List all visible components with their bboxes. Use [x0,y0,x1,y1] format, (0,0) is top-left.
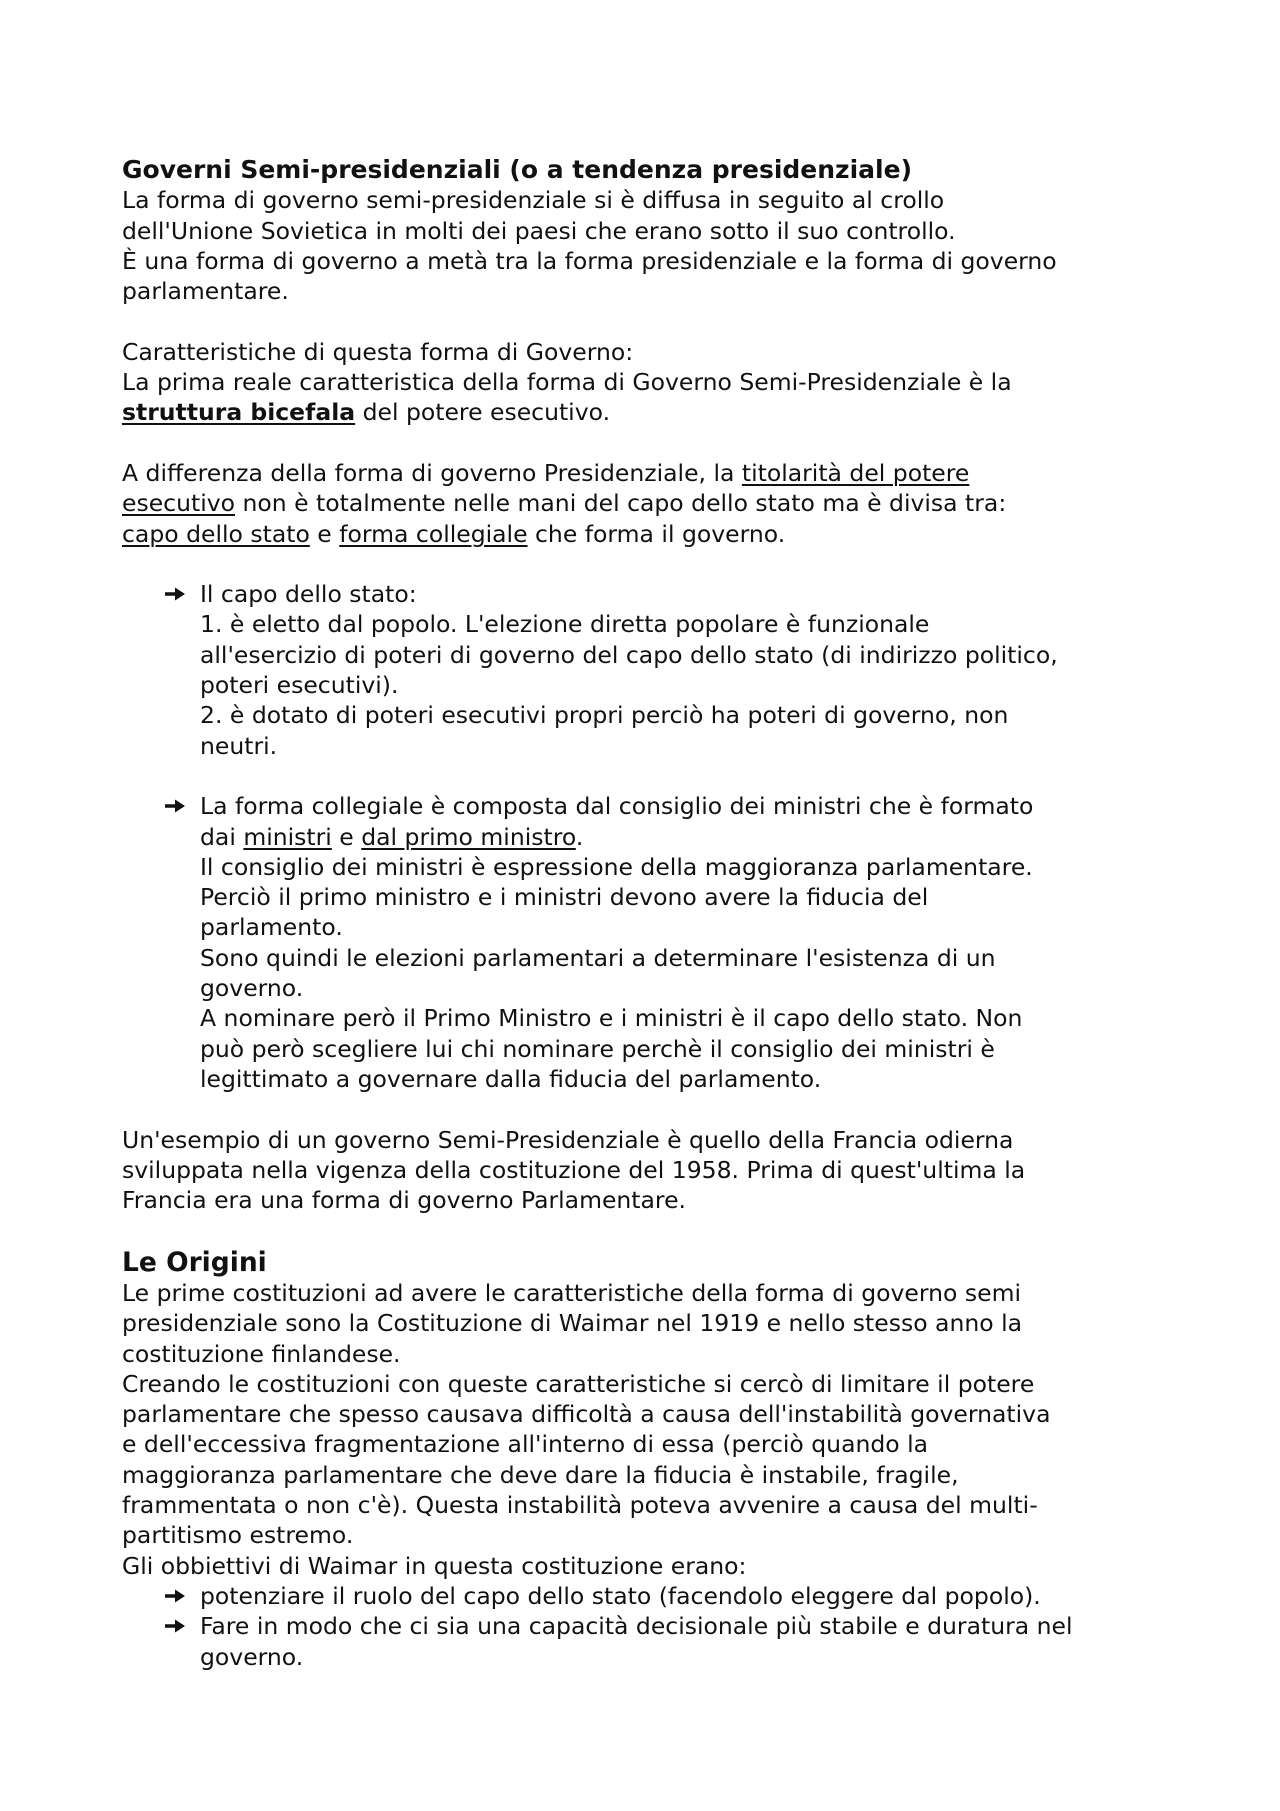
bullet-line: 1. è eletto dal popolo. L'elezione diretta popolare è funzionale [200,610,930,639]
paragraph-line: capo dello stato e forma collegiale che forma il governo. [122,519,786,548]
paragraph-line: presidenziale sono la Costituzione di Waimar nel 1919 e nello stesso anno la [122,1309,1023,1338]
paragraph-line: parlamentare che spesso causava difficoltà a causa dell'instabilità governativa [122,1400,1051,1429]
paragraph-line: Caratteristiche di questa forma di Governo: [122,337,634,366]
paragraph-line: esecutivo non è totalmente nelle mani del capo dello stato ma è divisa tra: [122,489,1007,518]
paragraph-line: costituzione finlandese. [122,1339,401,1368]
paragraph-line: La prima reale caratteristica della forma di Governo Semi-Presidenziale è la [122,368,1012,397]
bullet-line: A nominare però il Primo Ministro e i ministri è il capo dello stato. Non [200,1004,1023,1033]
bullet-line: dai ministri e dal primo ministro. [200,822,584,851]
paragraph-line: partitismo estremo. [122,1521,354,1550]
bullet-line: all'esercizio di poteri di governo del capo dello stato (di indirizzo politico, [200,640,1058,669]
bullet-line: Il consiglio dei ministri è espressione della maggioranza parlamentare. [200,852,1033,881]
bullet-line: governo. [200,974,304,1003]
bullet-line: 2. è dotato di poteri esecutivi propri perciò ha poteri di governo, non [200,701,1009,730]
paragraph-line: dell'Unione Sovietica in molti dei paesi che erano sotto il suo controllo. [122,216,956,245]
arrow-bullet-icon [162,1611,188,1641]
paragraph-line: sviluppata nella vigenza della costituzione del 1958. Prima di quest'ultima la [122,1155,1026,1184]
bullet-line: Perciò il primo ministro e i ministri devono avere la fiducia del [200,883,929,912]
paragraph-line: Gli obbiettivi di Waimar in questa costituzione erano: [122,1551,747,1580]
paragraph-line: Un'esempio di un governo Semi-Presidenziale è quello della Francia odierna [122,1125,1014,1154]
bullet-line: legittimato a governare dalla fiducia del parlamento. [200,1064,822,1093]
underlined-term: forma collegiale [339,519,528,548]
bullet-line: parlamento. [200,913,343,942]
paragraph-line: parlamentare. [122,277,289,306]
paragraph-line: A differenza della forma di governo Presidenziale, la titolarità del potere [122,458,970,487]
arrow-bullet-icon [162,579,188,609]
paragraph-line: Le prime costituzioni ad avere le caratteristiche della forma di governo semi [122,1278,1021,1307]
paragraph-line: Francia era una forma di governo Parlamentare. [122,1186,686,1215]
section-title-semipresidenziali: Governi Semi-presidenziali (o a tendenza presidenziale) [122,155,912,184]
paragraph-line: frammentata o non c'è). Questa instabilità poteva avvenire a causa del multi- [122,1491,1038,1520]
section-title-origini: Le Origini [122,1246,267,1278]
document-page [122,155,1182,1672]
bullet-line: neutri. [200,731,278,760]
paragraph-line: Creando le costituzioni con queste caratteristiche si cercò di limitare il potere [122,1369,1035,1398]
paragraph-line: maggioranza parlamentare che deve dare la fiducia è instabile, fragile, [122,1460,959,1489]
bullet-item-capacita-decisionale: Fare in modo che ci sia una capacità decisionale più stabile e duratura nel [122,1611,1182,1641]
struttura-bicefala-emphasis: struttura bicefala [122,398,356,427]
bullet-line: può però scegliere lui chi nominare perchè il consiglio dei ministri è [200,1034,995,1063]
bullet-line: Sono quindi le elezioni parlamentari a determinare l'esistenza di un [200,943,996,972]
underlined-term: ministri [243,822,332,851]
underlined-term: esecutivo [122,489,236,518]
arrow-bullet-icon [162,791,188,821]
paragraph-line: È una forma di governo a metà tra la forma presidenziale e la forma di governo [122,246,1057,275]
bullet-item-capo-dello-stato: Il capo dello stato: [122,579,1182,609]
paragraph-line: struttura bicefala del potere esecutivo. [122,398,611,427]
bullet-item-forma-collegiale: La forma collegiale è composta dal consiglio dei ministri che è formato [122,791,1182,821]
underlined-term: dal primo ministro [361,822,576,851]
arrow-bullet-icon [162,1581,188,1611]
bullet-line: poteri esecutivi). [200,671,399,700]
underlined-term: capo dello stato [122,519,310,548]
paragraph-line: La forma di governo semi-presidenziale si è diffusa in seguito al crollo [122,186,945,215]
bullet-line: governo. [200,1642,304,1671]
underlined-term: titolarità del potere [741,458,970,487]
bullet-item-potenziare: potenziare il ruolo del capo dello stato (facendolo eleggere dal popolo). [122,1581,1182,1611]
paragraph-line: e dell'eccessiva fragmentazione all'interno di essa (perciò quando la [122,1430,929,1459]
